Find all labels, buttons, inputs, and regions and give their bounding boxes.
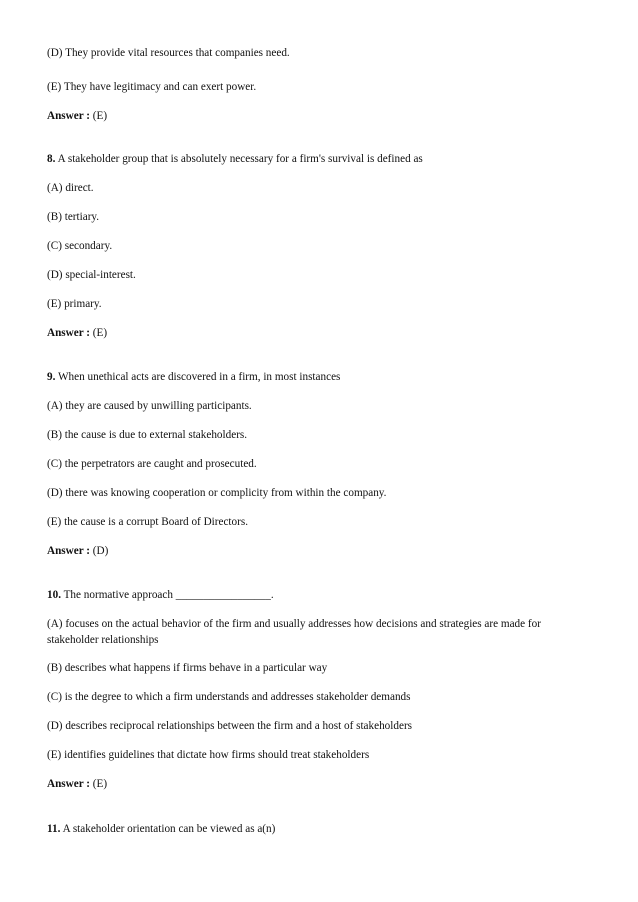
q8-question [47,152,595,166]
q9-answer [47,544,595,558]
question-number: 10. [47,589,61,601]
q10-question [47,588,595,602]
q11-question [47,822,595,836]
q9-question [47,370,595,384]
question-number: 8. [47,153,56,165]
question-text: A stakeholder group that is absolutely necessary for a firm's survival is defined as [57,153,423,165]
q7-answer [47,109,595,123]
q9-option-b: (B) the cause is due to external stakeholders. [47,429,248,441]
q10-option-a: (A) focuses on the actual behavior of the firm and usually addresses how decisions and strategies are made for stakeholder relationships [47,618,541,646]
answer-value: (E) [92,778,108,790]
q7-option-e: (E) They have legitimacy and can exert power. [47,81,257,93]
question-number: 9. [47,371,56,383]
q9-option-c: (C) the perpetrators are caught and prosecuted. [47,458,257,470]
answer-value: (E) [92,110,108,122]
q10-option-e: (E) identifies guidelines that dictate how firms should treat stakeholders [47,749,370,761]
question-text: The normative approach _________________. [63,589,274,601]
q7-option-d: (D) They provide vital resources that companies need. [47,47,290,59]
question-text: A stakeholder orientation can be viewed as a(n) [62,823,276,835]
answer-label: Answer : [47,327,90,339]
q8-option-c: (C) secondary. [47,240,113,252]
q9-option-e: (E) the cause is a corrupt Board of Directors. [47,516,248,528]
answer-label: Answer : [47,778,90,790]
q8-option-b: (B) tertiary. [47,211,100,223]
q8-option-a: (A) direct. [47,182,94,194]
q9-option-d: (D) there was knowing cooperation or complicity from within the company. [47,487,387,499]
q10-option-c: (C) is the degree to which a firm understands and addresses stakeholder demands [47,691,411,703]
q10-option-b: (B) describes what happens if firms behave in a particular way [47,662,328,674]
question-number: 11. [47,823,61,835]
answer-value: (E) [92,327,108,339]
q8-option-e: (E) primary. [47,298,102,310]
answer-label: Answer : [47,110,90,122]
q8-option-d: (D) special-interest. [47,269,136,281]
question-text: When unethical acts are discovered in a firm, in most instances [58,371,341,383]
answer-label: Answer : [47,545,90,557]
q8-answer [47,326,595,340]
q10-option-d: (D) describes reciprocal relationships between the firm and a host of stakeholders [47,720,413,732]
answer-value: (D) [92,545,109,557]
q9-option-a: (A) they are caused by unwilling participants. [47,400,252,412]
q10-answer [47,777,595,791]
